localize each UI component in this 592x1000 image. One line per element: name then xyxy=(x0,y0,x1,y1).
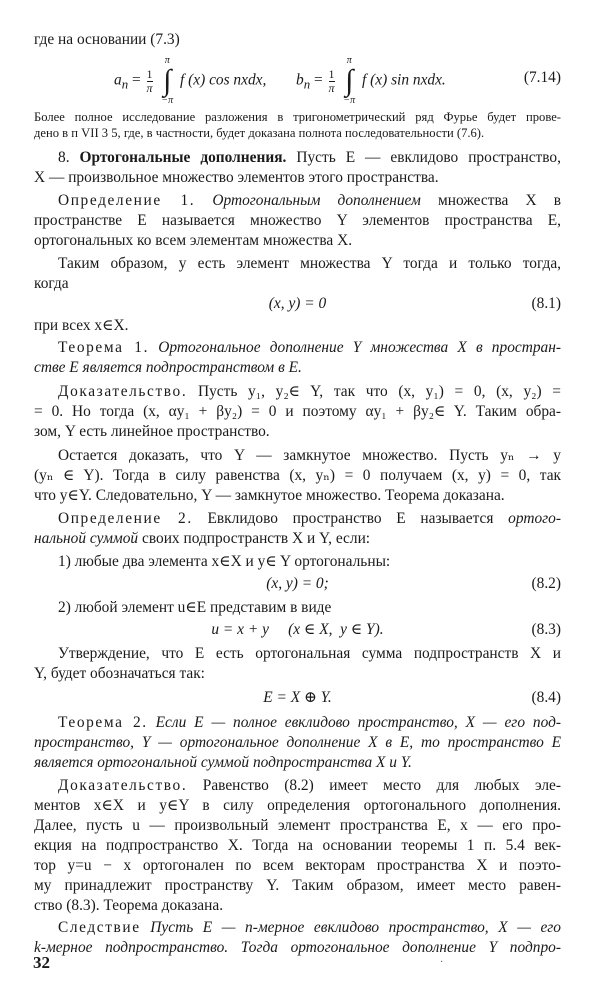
definition-line: нальной суммой своих подпространств X и Y, если: xyxy=(34,530,371,547)
theorem-line: пространство, Y — ортогональное дополнение X в E, то пространство E xyxy=(34,734,561,751)
list-item: 2) любой элемент u∈E представим в виде xyxy=(58,599,332,616)
equation-8-2: (x, y) = 0; (8.2) xyxy=(266,575,561,592)
page-mark: · xyxy=(440,957,444,968)
equation-8-3: u = x + y (x ∈ X, y ∈ Y). (8.3) xyxy=(211,621,561,638)
text-line: Y, будет обозначаться так: xyxy=(34,665,205,682)
text-line: (yₙ ∈ Y). Тогда в силу равенства (x, yₙ) = 0 получаем (x, y) = 0, так xyxy=(34,467,561,484)
text-line: му принадлежит пространству Y. Таким образом, имеет место равен- xyxy=(34,877,561,894)
theorem-line: Теорема 2. Если E — полное евклидово пространство, X — его под- xyxy=(58,714,561,731)
text-line: Утверждение, что E есть ортогональная сумма подпространств X и xyxy=(58,645,561,662)
equation-8-1: (x, y) = 0 (8.1) xyxy=(268,295,561,312)
proof-line: Доказательство. Пусть y₁, y₂∈ Y, так что (x, y₁) = 0, (x, y₂) = xyxy=(58,383,561,400)
text-line: ортогональных ко всем элементам множества X. xyxy=(34,232,353,249)
definition-line: Определение 2. Евклидово пространство E называется ортого- xyxy=(58,510,561,527)
text-line: Таким образом, y есть элемент множества Y тогда и только тогда, xyxy=(58,255,561,272)
equation-number: (8.2) xyxy=(531,575,561,592)
text-line: ство (8.3). Теорема доказана. xyxy=(34,897,224,914)
text-line: = 0. Но тогда (x, αy₁ + βy₂) = 0 и поэтому αy₁ + βy₂∈ Y. Таким обра- xyxy=(34,403,561,420)
equation-number: (8.3) xyxy=(531,621,561,638)
theorem-line: Теорема 1. Ортогональное дополнение Y множества X в простран- xyxy=(58,339,561,356)
text-line: зом, Y есть линейное пространство. xyxy=(34,423,270,440)
theorem-line: стве E является подпространством в E. xyxy=(34,359,302,376)
text-line: екция на подпространство X. Тогда на основании теоремы 1 п. 5.4 век- xyxy=(34,837,561,854)
equation-number: (8.4) xyxy=(531,689,561,706)
proof-line: Доказательство. Равенство (8.2) имеет место для любых эле- xyxy=(58,777,561,794)
text-line: Далее, пусть u — произвольный элемент пространства E, x — его про- xyxy=(34,817,561,834)
equation-number: (7.14) xyxy=(523,69,561,86)
list-item: 1) любые два элемента x∈X и y∈ Y ортогональны: xyxy=(58,553,391,570)
intro-line: где на основании (7.3) xyxy=(34,31,180,48)
text-line: пространстве E называется множество Y элементов пространства E, xyxy=(34,212,561,229)
small-note-line: дено в п VII 3 5, где, в частности, будет доказана полнота последовательности (7.6). xyxy=(34,126,485,140)
equation-number: (8.1) xyxy=(531,295,561,312)
definition-line: Определение 1. Ортогональным дополнением множества X в xyxy=(58,192,561,209)
text-line: ментов x∈X и y∈Y в силу определения ортогонального дополнения. xyxy=(34,797,561,814)
small-note-line: Более полное исследование разложения в тригонометрический ряд Фурье будет прове- xyxy=(34,110,561,124)
equation-8-4: E = X ⊕ Y. (8.4) xyxy=(263,689,561,706)
theorem-line: является ортогональной суммой подпространства X и Y. xyxy=(34,754,412,771)
text-line: при всех x∈X. xyxy=(34,317,129,334)
text-line: тор y=u − x ортогонален по всем векторам пространства X и поэто- xyxy=(34,857,561,874)
text-line: Остается доказать, что Y — замкнутое множество. Пусть yₙ → y xyxy=(58,447,561,464)
integral-sign: π ∫ −π xyxy=(343,55,356,106)
text-line: что y∈Y. Следовательно, Y — замкнутое множество. Теорема доказана. xyxy=(34,487,505,504)
text-line: X — произвольное множество элементов этого пространства. xyxy=(34,169,439,186)
integral-sign: π ∫ −π xyxy=(161,55,174,106)
page-number: 32 xyxy=(33,953,50,972)
corollary-line: Следствие Пусть E — n-мерное евклидово пространство, X — его xyxy=(58,919,561,936)
formula-7-14: $a_n$ = $\frac{1}{\pi}$ π ∫ −π f (x) cos nxdx, $b_n$ = $\frac{1}{\pi}$ π ∫ −π f (x) sin nxdx. (7.14) xyxy=(114,55,561,106)
corollary-line: k-мерное подпространство. Тогда ортогональное дополнение Y подпро- xyxy=(34,939,561,956)
section-heading-line: 8. Ортогональные дополнения. Пусть E — евклидово пространство, xyxy=(58,149,561,166)
text-line: когда xyxy=(34,275,69,292)
